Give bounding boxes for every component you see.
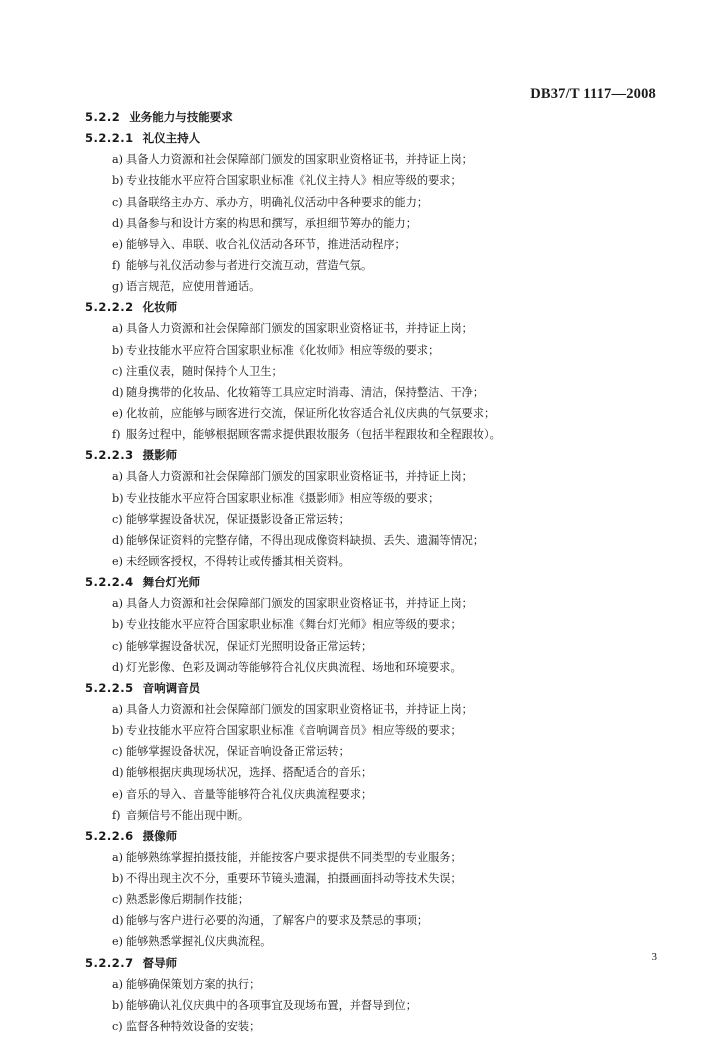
list-item — [85, 382, 655, 403]
subsection-title: 摄影师 — [142, 448, 178, 463]
list-item — [85, 657, 655, 678]
list-item-text: 能够掌握设备状况，保证灯光照明设备正常运转； — [126, 639, 373, 653]
list-item — [85, 361, 655, 382]
list-item-marker: c) — [112, 195, 123, 209]
list-item-text: 具备人力资源和社会保障部门颁发的国家职业资格证书，并持证上岗； — [126, 322, 473, 336]
list-item-marker: a) — [112, 702, 124, 716]
list-item-marker: b) — [112, 998, 124, 1012]
list-item-text: 能够掌握设备状况，保证音响设备正常运转； — [126, 745, 350, 759]
list-item — [85, 889, 655, 910]
subsection-number: 5.2.2.1 — [85, 131, 134, 146]
list-item-marker: b) — [112, 724, 124, 738]
list-item — [85, 192, 655, 213]
list-item-marker: b) — [112, 872, 124, 886]
list-item-text: 能够确保策划方案的执行； — [126, 977, 261, 991]
list-item-text: 不得出现主次不分，重要环节镜头遗漏，拍摄画面抖动等技术失误； — [126, 872, 462, 886]
subsection-number: 5.2.2.3 — [85, 448, 134, 463]
list-item — [85, 1016, 655, 1037]
list-item-marker: a) — [112, 977, 124, 991]
list-item — [85, 910, 655, 931]
list-item — [85, 720, 655, 741]
subsection-title: 摄像师 — [142, 828, 178, 843]
list-item-text: 未经顾客授权，不得转让或传播其相关资料。 — [126, 554, 350, 568]
list-item-text: 灯光影像、色彩及调动等能够符合礼仪庆典流程、场地和环境要求。 — [126, 660, 462, 674]
list-item — [85, 931, 655, 952]
subsection-heading — [85, 572, 655, 593]
list-item-marker: e) — [112, 554, 123, 568]
list-item-marker: a) — [112, 322, 124, 336]
section-title: 业务能力与技能要求 — [129, 110, 233, 124]
list-item-marker: c) — [112, 893, 123, 907]
list-item-text: 能够熟悉掌握礼仪庆典流程。 — [126, 935, 272, 949]
list-item-text: 注重仪表，随时保持个人卫生； — [126, 364, 283, 378]
list-item — [85, 530, 655, 551]
list-item-text: 服务过程中，能够根据顾客需求提供跟妆服务（包括半程跟妆和全程跟妆）。 — [126, 428, 501, 442]
list-item-text: 语言规范，应使用普通话。 — [126, 280, 261, 294]
list-item-marker: c) — [112, 364, 123, 378]
subsection-heading — [85, 445, 655, 466]
list-item — [85, 868, 655, 889]
list-item-text: 音乐的导入、音量等能够符合礼仪庆典流程要求； — [126, 787, 373, 801]
list-item — [85, 255, 655, 276]
subsection-heading — [85, 128, 655, 149]
list-item-marker: a) — [112, 153, 124, 167]
list-item-marker: e) — [112, 935, 123, 949]
list-item-marker: c) — [112, 639, 123, 653]
list-item-text: 专业技能水平应符合国家职业标准《化妆师》相应等级的要求； — [126, 343, 440, 357]
list-item — [85, 974, 655, 995]
list-item-marker: e) — [112, 237, 123, 251]
list-item-marker: b) — [112, 491, 124, 505]
list-item-text: 具备参与和设计方案的构思和撰写，承担细节筹办的能力； — [126, 216, 417, 230]
list-item — [85, 170, 655, 191]
list-item-marker: c) — [112, 1020, 123, 1034]
list-item — [85, 551, 655, 572]
list-item — [85, 741, 655, 762]
list-item-text: 专业技能水平应符合国家职业标准《舞台灯光师》相应等级的要求； — [126, 618, 462, 632]
subsection-number: 5.2.2.4 — [85, 575, 134, 590]
list-item-text: 熟悉影像后期制作技能； — [126, 893, 250, 907]
list-item-text: 化妆前，应能够与顾客进行交流，保证所化妆容适合礼仪庆典的气氛要求； — [126, 406, 496, 420]
list-item-text: 能够确认礼仪庆典中的各项事宜及现场布置，并督导到位； — [126, 998, 417, 1012]
subsection-number: 5.2.2.2 — [85, 300, 134, 315]
list-item-marker: a) — [112, 597, 124, 611]
list-item-text: 随身携带的化妆品、化妆箱等工具应定时消毒、清洁，保持整洁、干净； — [126, 385, 485, 399]
list-item — [85, 424, 655, 445]
subsection-title: 化妆师 — [142, 300, 178, 315]
list-item-marker: b) — [112, 618, 124, 632]
page-number: 3 — [651, 951, 657, 963]
subsection-heading — [85, 678, 655, 699]
list-item — [85, 340, 655, 361]
list-item — [85, 466, 655, 487]
list-item-text: 专业技能水平应符合国家职业标准《摄影师》相应等级的要求； — [126, 491, 440, 505]
list-item-marker: b) — [112, 174, 124, 188]
list-item-marker: d) — [112, 533, 124, 547]
list-item — [85, 509, 655, 530]
document-body — [85, 107, 655, 1037]
list-item — [85, 488, 655, 509]
list-item-text: 能够掌握设备状况，保证摄影设备正常运转； — [126, 512, 350, 526]
list-item-text: 能够保证资料的完整存储，不得出现成像资料缺损、丢失、遗漏等情况； — [126, 533, 485, 547]
list-item-text: 能够根据庆典现场状况，选择、搭配适合的音乐； — [126, 766, 373, 780]
subsection-title: 礼仪主持人 — [142, 131, 201, 146]
list-item-marker: d) — [112, 914, 124, 928]
list-item-text: 监督各种特效设备的安装； — [126, 1020, 261, 1034]
list-item — [85, 699, 655, 720]
subsection-number: 5.2.2.7 — [85, 955, 134, 970]
list-item-marker: c) — [112, 512, 123, 526]
list-item — [85, 213, 655, 234]
subsection-heading — [85, 826, 655, 847]
list-item-text: 专业技能水平应符合国家职业标准《礼仪主持人》相应等级的要求； — [126, 174, 462, 188]
list-item — [85, 614, 655, 635]
list-item-marker: c) — [112, 745, 123, 759]
list-item-text: 音频信号不能出现中断。 — [126, 808, 250, 822]
subsections-container — [85, 128, 655, 1037]
list-item-marker: d) — [112, 660, 124, 674]
list-item-text: 能够与客户进行必要的沟通，了解客户的要求及禁忌的事项； — [126, 914, 429, 928]
list-item-text: 能够导入、串联、收合礼仪活动各环节，推进活动程序； — [126, 237, 406, 251]
list-item — [85, 995, 655, 1016]
list-item — [85, 593, 655, 614]
list-item — [85, 318, 655, 339]
section-number: 5.2.2 — [85, 110, 121, 124]
list-item — [85, 234, 655, 255]
list-item — [85, 762, 655, 783]
list-item-marker: a) — [112, 850, 124, 864]
list-item — [85, 149, 655, 170]
list-item — [85, 847, 655, 868]
subsection-title: 督导师 — [142, 955, 178, 970]
list-item-marker: e) — [112, 406, 123, 420]
subsection-title: 音响调音员 — [142, 680, 201, 695]
list-item-text: 具备人力资源和社会保障部门颁发的国家职业资格证书，并持证上岗； — [126, 470, 473, 484]
subsection-heading — [85, 953, 655, 974]
subsection-heading — [85, 297, 655, 318]
list-item-text: 具备人力资源和社会保障部门颁发的国家职业资格证书，并持证上岗； — [126, 597, 473, 611]
list-item — [85, 276, 655, 297]
list-item-marker: f) — [112, 428, 121, 442]
list-item-text: 能够与礼仪活动参与者进行交流互动，营造气氛。 — [126, 258, 373, 272]
list-item-marker: g) — [112, 280, 124, 294]
list-item-text: 具备人力资源和社会保障部门颁发的国家职业资格证书，并持证上岗； — [126, 153, 473, 167]
list-item — [85, 636, 655, 657]
list-item — [85, 403, 655, 424]
list-item-marker: d) — [112, 385, 124, 399]
subsection-number: 5.2.2.5 — [85, 680, 134, 695]
list-item-text: 能够熟练掌握拍摄技能，并能按客户要求提供不同类型的专业服务； — [126, 850, 462, 864]
list-item-text: 专业技能水平应符合国家职业标准《音响调音员》相应等级的要求； — [126, 724, 462, 738]
list-item-marker: e) — [112, 787, 123, 801]
list-item-text: 具备联络主办方、承办方，明确礼仪活动中各种要求的能力； — [126, 195, 429, 209]
list-item-marker: d) — [112, 766, 124, 780]
section-heading — [85, 107, 655, 128]
list-item-text: 具备人力资源和社会保障部门颁发的国家职业资格证书，并持证上岗； — [126, 702, 473, 716]
subsection-number: 5.2.2.6 — [85, 828, 134, 843]
list-item-marker: f) — [112, 808, 121, 822]
list-item — [85, 805, 655, 826]
document-code: DB37/T 1117—2008 — [530, 86, 656, 102]
list-item-marker: a) — [112, 470, 124, 484]
list-item-marker: d) — [112, 216, 124, 230]
list-item-marker: f) — [112, 258, 121, 272]
list-item-marker: b) — [112, 343, 124, 357]
subsection-title: 舞台灯光师 — [142, 575, 201, 590]
list-item — [85, 784, 655, 805]
